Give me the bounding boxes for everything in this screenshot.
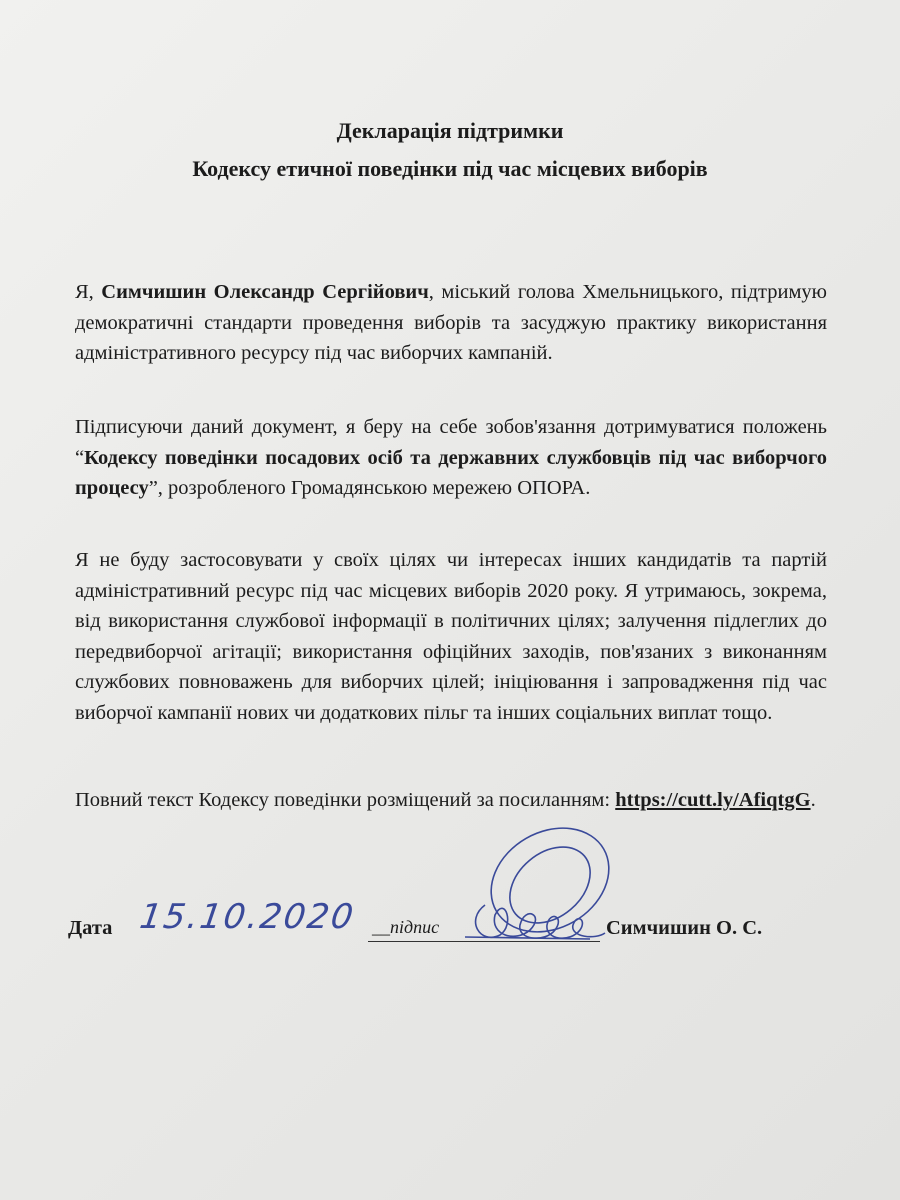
date-label: Дата: [68, 917, 113, 939]
signature-loop: [495, 832, 605, 939]
signatory-short-name: Симчишин О. С.: [606, 917, 763, 939]
paragraph-link: [75, 785, 827, 816]
paragraph-declaration: [75, 277, 827, 369]
paragraph-commitment: [75, 412, 827, 504]
code-link[interactable]: https://cutt.ly/AfiqtgG: [615, 789, 811, 811]
p4-text: Повний текст Кодексу поведінки розміщений за посиланням:: [75, 789, 616, 811]
title-line-1: Декларація підтримки: [336, 118, 564, 143]
paragraph-obligations: [75, 545, 827, 728]
p3-text: Я не буду застосовувати у своїх цілях чи інтересах інших кандидатів та партій адміністративний ресурс під час місцевих виборів 2020 року. Я утримаюсь, зокрема, від використання службової інформації в політичних цілях; залучення підлеглих до передвиборчої агітації; використання офіційних заходів, пов'язаних з виконанням службових повноважень для виборчих цілей; ініціювання і запровадження під час виборчої кампанії нових чи додаткових пільг та інших соціальних виплат тощо.: [75, 549, 827, 724]
p2-intro: Підписуючи даний документ, я беру на себе зобов'язання дотримуватися положень “: [75, 416, 827, 469]
handwritten-date: 15.10.2020: [137, 897, 358, 937]
signature-label: __підпис: [372, 917, 440, 937]
p1-intro: Я,: [75, 281, 102, 303]
p2-text: ”, розробленого Громадянською мережею ОПОРА.: [148, 477, 591, 499]
title-line-2: Кодексу етичної поведінки під час місцевих виборів: [192, 156, 708, 181]
code-name: Кодексу поведінки посадових осіб та державних службовців під час виборчого процесу: [75, 446, 827, 499]
document-title: [0, 112, 900, 188]
p4-end: .: [810, 789, 816, 811]
p1-text: , міський голова Хмельницького, підтримую демократичні стандарти проведення виборів та засуджую практику використання адміністративного ресурсу під час виборчих кампаній.: [75, 281, 827, 364]
handwritten-signature: [455, 825, 625, 950]
signatory-name: Симчишин Олександр Сергійович: [101, 281, 429, 303]
